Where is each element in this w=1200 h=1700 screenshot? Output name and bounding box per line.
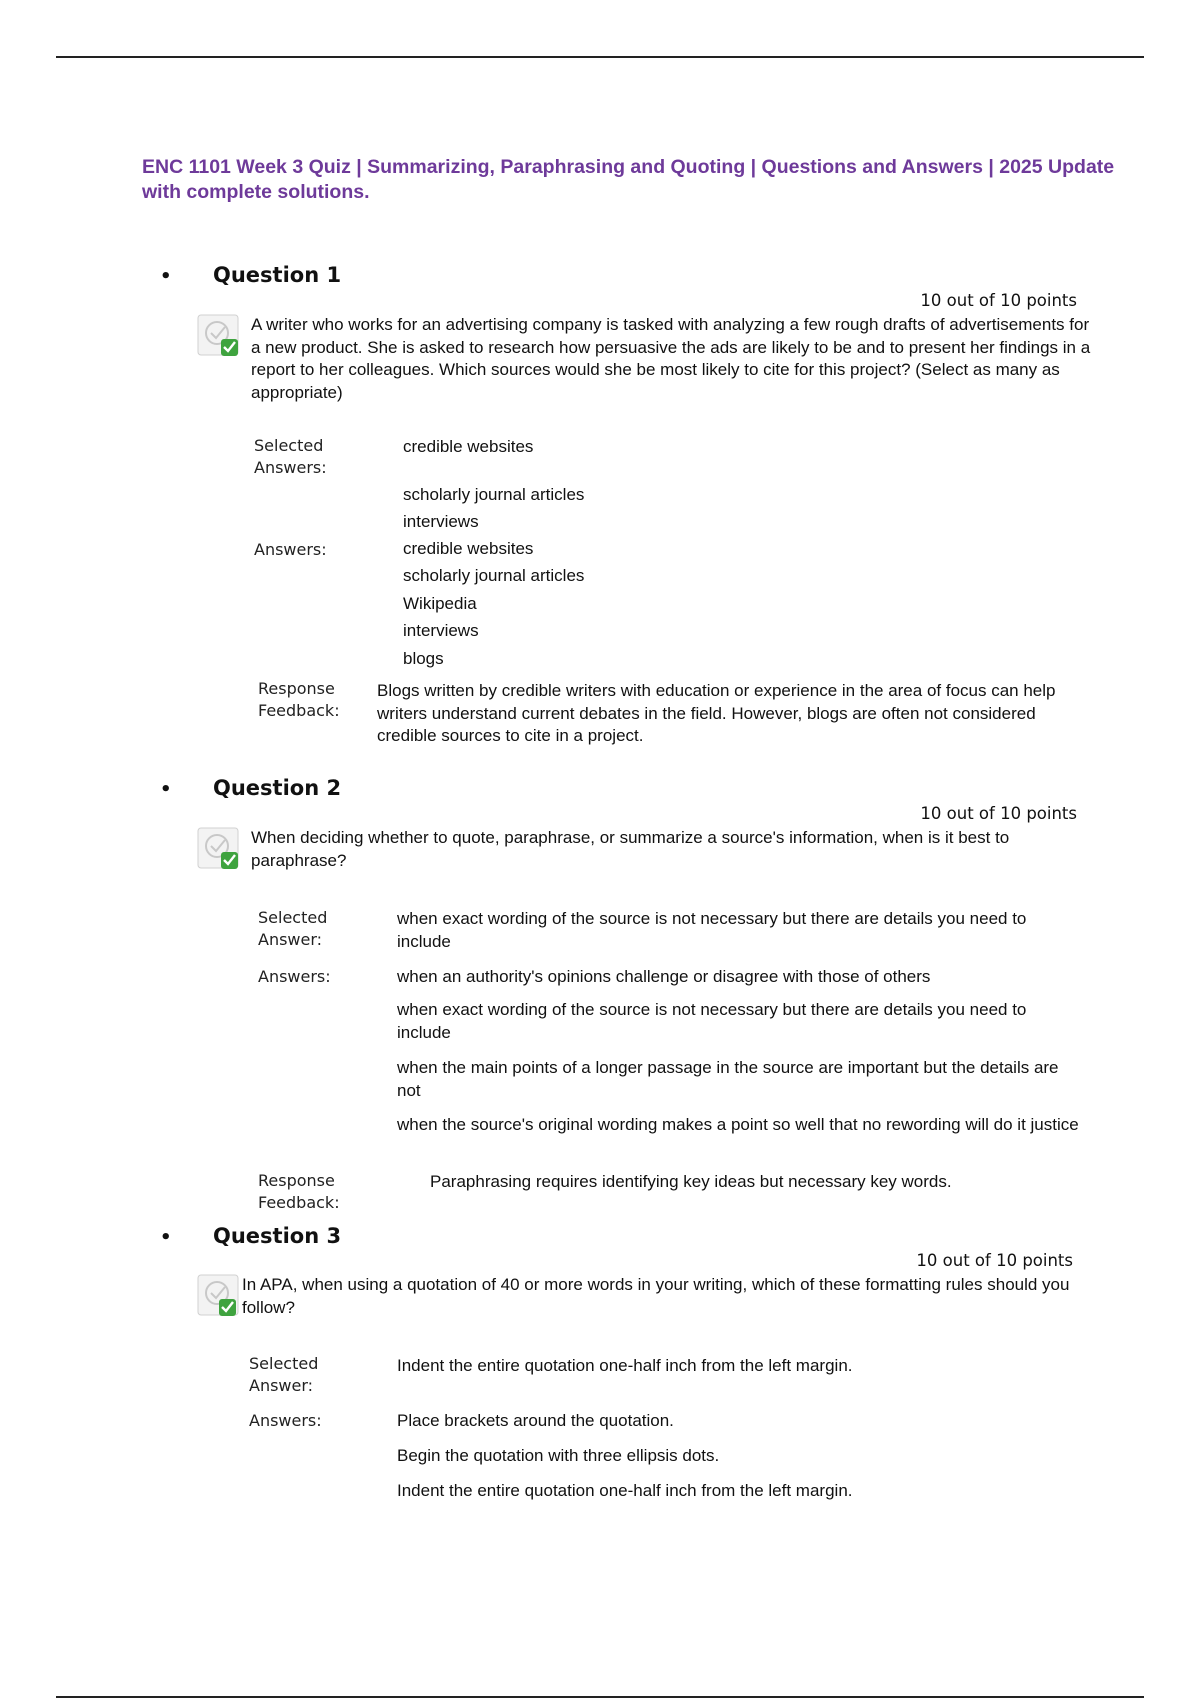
answer-option: Wikipedia: [403, 594, 477, 613]
answers-label: Answers:: [258, 967, 331, 986]
selected-answer-item: credible websites: [403, 437, 534, 456]
question-3-title: Question 3: [213, 1224, 342, 1248]
question-2-text: When deciding whether to quote, paraphrase, or summarize a source's information, when is it best to paraphrase?: [251, 828, 1010, 870]
answer-option: when the main points of a longer passage in the source are important but the details are not: [397, 1058, 1059, 1100]
selected-answer-item: interviews: [403, 512, 479, 531]
question-1-text: A writer who works for an advertising company is tasked with analyzing a few rough drafts of advertisements for a new product. She is asked to research how persuasive the ads are likely to be and to present her findings in a report to her colleagues. Which sources would she be most likely to cite for this project? (Select as many as appropriate): [251, 315, 1091, 402]
question-1-title: Question 1: [213, 263, 342, 287]
correct-check-icon: [197, 1274, 241, 1318]
response-feedback-label: Response Feedback:: [258, 1171, 340, 1212]
selected-answer-label: Selected Answer:: [249, 1354, 319, 1395]
selected-answer-item: scholarly journal articles: [403, 485, 585, 504]
answer-option: interviews: [403, 621, 479, 640]
answer-option: when an authority's opinions challenge or disagree with those of others: [397, 967, 931, 986]
question-1-points: 10 out of 10 points: [920, 291, 1077, 310]
document-title: ENC 1101 Week 3 Quiz | Summarizing, Paraphrasing and Quoting | Questions and Answers | 2025 Update with complete solutions.: [142, 156, 1115, 203]
question-2-title: Question 2: [213, 776, 342, 800]
answer-option: credible websites: [403, 539, 534, 558]
response-feedback-text: Blogs written by credible writers with education or experience in the area of focus can help writers understand current debates in the field. However, blogs are often not considered credible sources to cite in a project.: [377, 681, 1056, 745]
answers-label: Answers:: [254, 540, 327, 559]
question-3-heading: [160, 1224, 341, 1248]
correct-check-icon: [197, 314, 241, 358]
bottom-rule: [56, 1696, 1144, 1698]
question-2-points: 10 out of 10 points: [920, 804, 1077, 823]
correct-check-icon: [197, 827, 241, 871]
selected-answer-item: when exact wording of the source is not necessary but there are details you need to include: [397, 909, 1027, 951]
response-feedback-text: Paraphrasing requires identifying key ideas but necessary key words.: [430, 1172, 952, 1191]
question-3-points: 10 out of 10 points: [916, 1251, 1073, 1270]
bullet-icon: •: [160, 1227, 172, 1248]
answer-option: when the source's original wording makes a point so well that no rewording will do it justice: [397, 1115, 1079, 1134]
response-feedback-label: Response Feedback:: [258, 679, 340, 720]
answer-option: Begin the quotation with three ellipsis dots.: [397, 1446, 720, 1465]
question-2-heading: [160, 776, 341, 800]
answer-option: Place brackets around the quotation.: [397, 1411, 674, 1430]
question-1-heading: [160, 263, 341, 287]
answers-label: Answers:: [249, 1411, 322, 1430]
selected-answer-label: Selected Answer:: [258, 908, 328, 949]
top-rule: [56, 56, 1144, 58]
bullet-icon: •: [160, 266, 172, 287]
answer-option: scholarly journal articles: [403, 566, 585, 585]
selected-answers-label: Selected Answers:: [254, 436, 327, 477]
answer-option: blogs: [403, 649, 444, 668]
answer-option: Indent the entire quotation one-half inch from the left margin.: [397, 1481, 853, 1500]
answer-option: when exact wording of the source is not necessary but there are details you need to include: [397, 1000, 1027, 1042]
selected-answer-item: Indent the entire quotation one-half inch from the left margin.: [397, 1356, 853, 1375]
bullet-icon: •: [160, 779, 172, 800]
question-3-text: In APA, when using a quotation of 40 or more words in your writing, which of these formatting rules should you follow?: [242, 1275, 1070, 1317]
